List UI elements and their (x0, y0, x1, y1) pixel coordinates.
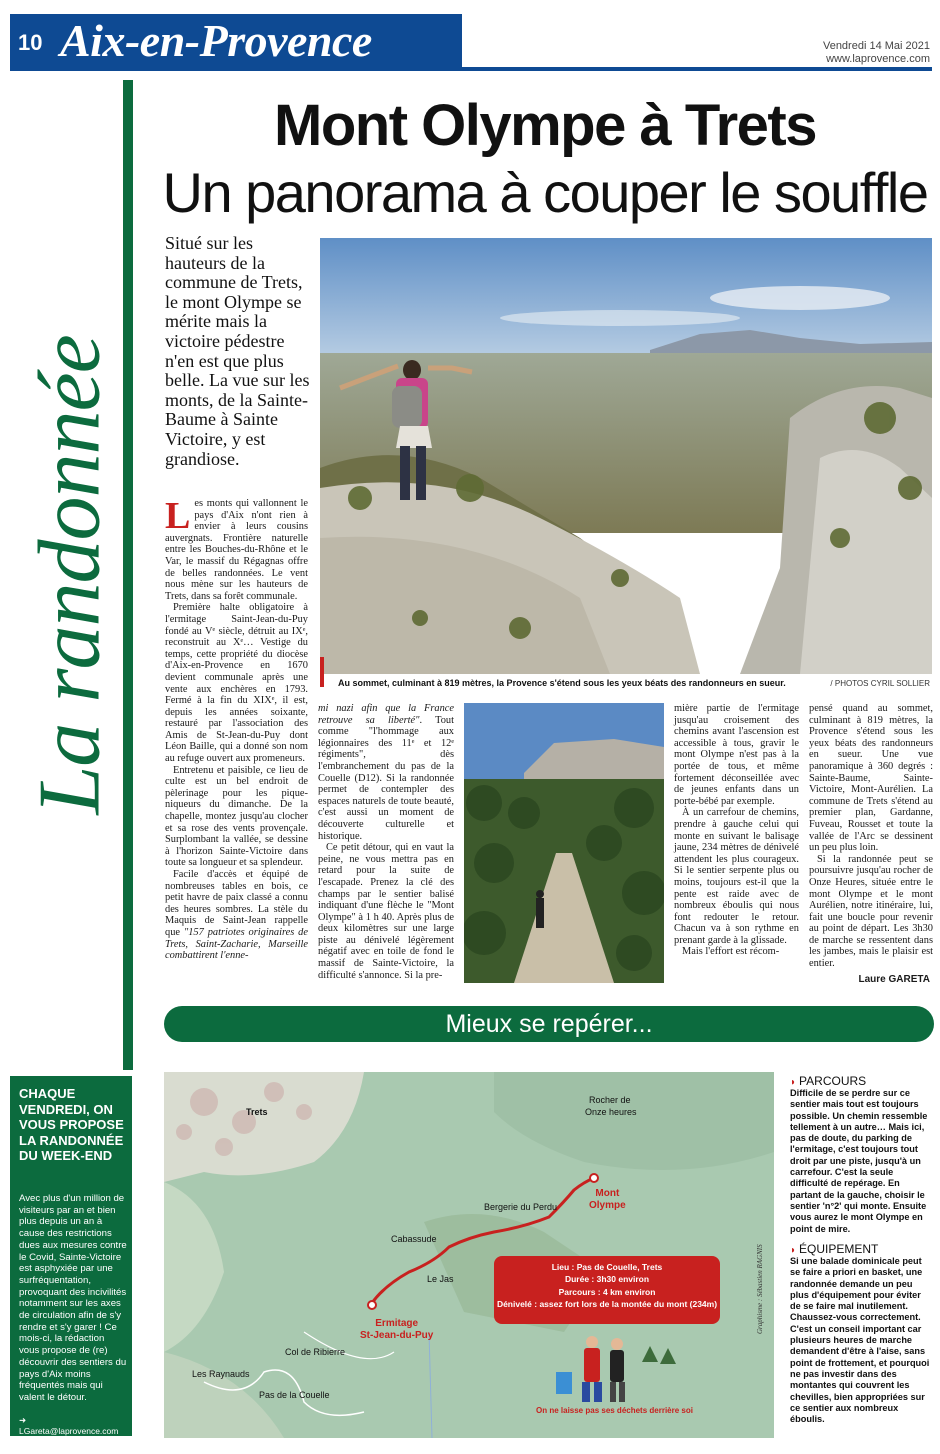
lede: Situé sur les hauteurs de la commune de Trets, le mont Olympe se mérite mais la victoire pédestre n'en est que plus belle. La vue sur les monts, de la Sainte-Baume à Sainte Victoire, y est grandiose. (165, 233, 310, 469)
issue-date: Vendredi 14 Mai 2021 (822, 40, 930, 52)
article-column-3 (674, 703, 799, 958)
map-label-ermitage (360, 1318, 433, 1342)
triangle-icon: ◗ (790, 1077, 797, 1088)
header-rule (10, 67, 932, 71)
map-label-le-jas: Le Jas (427, 1274, 454, 1284)
rubric-vertical (15, 80, 125, 1070)
rubric-rule (123, 80, 133, 1070)
parcours-text: Difficile de se perdre sur ce sentier mais tout est toujours possible. Un chemin ressemble tellement à un autre… Mais ici, pas de doute, du parking de l'ermitage, c'est toujours tout droit par une piste, jusqu'à un carrefour. C'est la seule difficulté de repérage. En partant de la gauche, choisir le sentier 'n°2' qui monte. Ensuite vous aurez le mont Olympe en point de mire. (790, 1088, 928, 1234)
paragraph: Facile d'accès et équipé de nombreuses tables en bois, ce petit havre de paix classé a connu des heures sombres. La stèle du Maquis de Saint-Jean rappelle que (165, 869, 308, 938)
info-denivele: Dénivelé : assez fort lors de la montée du mont (234m) (496, 1299, 718, 1310)
map-label-trets: Trets (246, 1107, 268, 1117)
caption-marker (320, 657, 324, 687)
headline: Mont Olympe à Trets (274, 93, 816, 158)
paragraph: . Tout comme "l'hommage aux légionnaires des 11ᵉ et 12ᵉ régiments", dès l'embranchement du pas de la Couelle (D12). Si la randonnée permet de contempler des espaces naturels de toute beauté, c'est aussi un moment de découverte culturelle et historique. (318, 714, 454, 842)
graphic-credit: Graphisme : Sébastien RAGNIS (756, 1244, 764, 1334)
weekly-heading: CHAQUE VENDREDI, ON VOUS PROPOSE LA RANDONNÉE DU WEEK-END (19, 1086, 124, 1163)
rubric-label: La randonnée (21, 335, 119, 815)
parcours-heading (790, 1074, 933, 1088)
map-label-cabassude: Cabassude (391, 1234, 437, 1244)
trail-photo (464, 703, 664, 983)
website-link[interactable]: www.laprovence.com (826, 53, 930, 65)
photo-caption: Au sommet, culminant à 819 mètres, la Provence s'étend sous les yeux béats des randonneurs en sueur. (338, 678, 786, 688)
header-date (823, 40, 930, 66)
info-lieu: Lieu : Pas de Couelle, Trets (551, 1262, 663, 1272)
section-title: Aix-en-Provence (60, 15, 372, 66)
page-number: 10 (18, 30, 43, 55)
triangle-icon: ◗ (790, 1245, 797, 1256)
parcours-box (790, 1074, 933, 1235)
route-map (164, 1072, 774, 1438)
quote: "157 patriotes originaires de Trets, Saint-Zacharie, Marseille combattirent l'enne- (165, 926, 308, 962)
paragraph: À un carrefour de chemins, prendre à gauche celui qui monte en suivant le balisage jaune, 234 mètres de dénivelé attendent les plus courageux. Si le sentier serpente plus ou moins, toujours est-il que la pente est raide avec de nombreux éboulis qui nous font redouter le retour. Chacun va à son rythme en prenant garde à la glissade. (674, 807, 799, 946)
paragraph: Entretenu et paisible, ce lieu de culte est un bel endroit de pèlerinage pour les pique-niqueurs du dimanche. De la chapelle, montez jusqu'au clocher et sa rose des vents provençale. Surplombant la vallée, se dessine à l'horizon Sainte-Victoire dans toute sa longueur et sa splendeur. (165, 764, 308, 869)
paragraph: Si la randonnée peut se poursuivre jusqu'au rocher de Onze Heures, située entre le mont Olympe et le mont Aurélien, notre itinéraire, lui, fait une boucle pour revenir au point de départ. Les 3h30 de marche se ressentent dans les jambes, mais le plaisir est entier. (809, 853, 933, 970)
info-duree: Durée : 3h30 environ (564, 1274, 650, 1285)
equipement-heading (790, 1242, 933, 1256)
paragraph: pensé quand au sommet, culminant à 819 mètres, la Provence s'étend sous les yeux béats des randonneurs en sueur. Une vue panoramique à 360 degrés : Sainte-Baume, Sainte-Victoire, Mont-Aurélien. La commune de Trets s'étend au premier plan, Gardanne, Fuveau, Rousset et toute la vallée de l'Arc se dessinent un peu plus loin. (809, 703, 933, 854)
weekly-text: Avec plus d'un million de visiteurs par an et bien plus depuis un an à cause des restrictions dues aux mesures contre le Covid, Sainte-Victoire est asphyxiée par une surfréquentation, provoquant des incivilités notamment sur les axes de circulation afin de s'y rendre et s'y garer ! Ce mois-ci, la rédaction vous propose de (re) découvrir des sentiers du pays d'Aix moins fréquentés mais qui valent le détour. (19, 1193, 127, 1403)
paragraph: Mais l'effort est récom- (682, 946, 780, 958)
paragraph: mière partie de l'ermitage jusqu'au croisement des chemins avant l'ascension est accessible à tous, gravir le mont Olympe n'est pas à la portée de tous, et même fortement déconseillée avec de jeunes enfants dans un porte-bébé par exemple. (674, 703, 799, 807)
summit-photo (320, 238, 932, 674)
contact-email[interactable]: ➜ LGareta@laprovence.com (19, 1415, 119, 1436)
paragraph: Ce petit détour, qui en vaut la peine, ne vous mettra pas en retard pour la suite de l'escapade. Prenez la clé des champs par le sentier balisé indiquant d'une flèche le "Mont Olympe" à 1 h 40. Après plus de deux kilomètres sur une large piste au dénivelé légèrement négatif avec en toile de fond le massif de Sainte-Victoire, la difficulté s'annonce. Si la pre- (318, 842, 454, 981)
info-parcours: Parcours : 4 km environ (558, 1286, 656, 1297)
heading-text: PARCOURS (799, 1074, 867, 1088)
waste-pledge: On ne laisse pas ses déchets derrière soi (536, 1406, 693, 1415)
photo-credit: / PHOTOS CYRIL SOLLIER (830, 679, 930, 688)
label-line: Olympe (589, 1200, 626, 1211)
paragraph: es monts qui vallonnent le pays d'Aix n'ont rien à envier à leurs cousins auvergnats. Frontière naturelle entre les Bouches-du-Rhône et le Var, le massif du Régagnas offre de belles randonnées. Le vent nous mène sur les hauteurs de Trets, dans sa forêt communale. (165, 498, 308, 602)
paragraph: Première halte obligatoire à l'ermitage Saint-Jean-du-Puy fondé au Vᵉ siècle, détruit au IXᵉ, reconstruit au Xᵉ… Vestige du temps, cette propriété du diocèse d'Aix-en-Provence en 1670 devient communale après une vente aux enchères en 1793. Fermé à la fin du XIXᵉ, il est, depuis les années soixante, restauré par l'association des Amis de St-Jean-du-Puy dont Léon Baille, qui a donné son nom au refuge ouvert aux promeneurs. (165, 602, 308, 765)
equipement-text: Si une balade dominicale peut se faire a priori en basket, une randonnée demande un peu plus d'équipement pour éviter de se faire mal inutilement. Chaussez-vous correctement. C'est un conseil important car plusieurs heures de marche demandent d'être à l'aise, sans point de frottement, et pourquoi ne pas investir dans des montantes qui couvrent les chevilles, bien appropriées sur ce sentier aux nombreux éboulis. (790, 1256, 930, 1425)
map-label-bergerie: Bergerie du Perdu (484, 1202, 558, 1212)
article-column-1 (165, 495, 308, 962)
author-byline: Laure GARETA (858, 974, 930, 985)
quote: mi nazi afin que la France retrouve sa liberté" (318, 703, 454, 726)
label-line: St-Jean-du-Puy (360, 1330, 434, 1341)
subheadline: Un panorama à couper le souffle (162, 161, 928, 224)
map-label-rocher: Rocher de (589, 1095, 631, 1105)
label-line: Mont (595, 1188, 620, 1199)
map-label-col-ribierre: Col de Ribierre (285, 1347, 346, 1357)
map-label-mont-olympe (589, 1188, 626, 1212)
article-column-4 (809, 703, 933, 970)
section-banner: Mieux se repérer... (164, 1006, 934, 1042)
map-label-raynauds: Les Raynauds (192, 1369, 250, 1379)
heading-text: ÉQUIPEMENT (799, 1242, 879, 1256)
route-info-box (494, 1256, 720, 1324)
map-label-pas-couelle: Pas de la Couelle (259, 1390, 330, 1400)
equipement-box (790, 1242, 933, 1425)
label-line: Ermitage (375, 1318, 419, 1329)
article-column-2 (318, 703, 454, 981)
map-label-onze-heures: Onze heures (585, 1107, 637, 1117)
drop-cap: L (165, 495, 191, 537)
